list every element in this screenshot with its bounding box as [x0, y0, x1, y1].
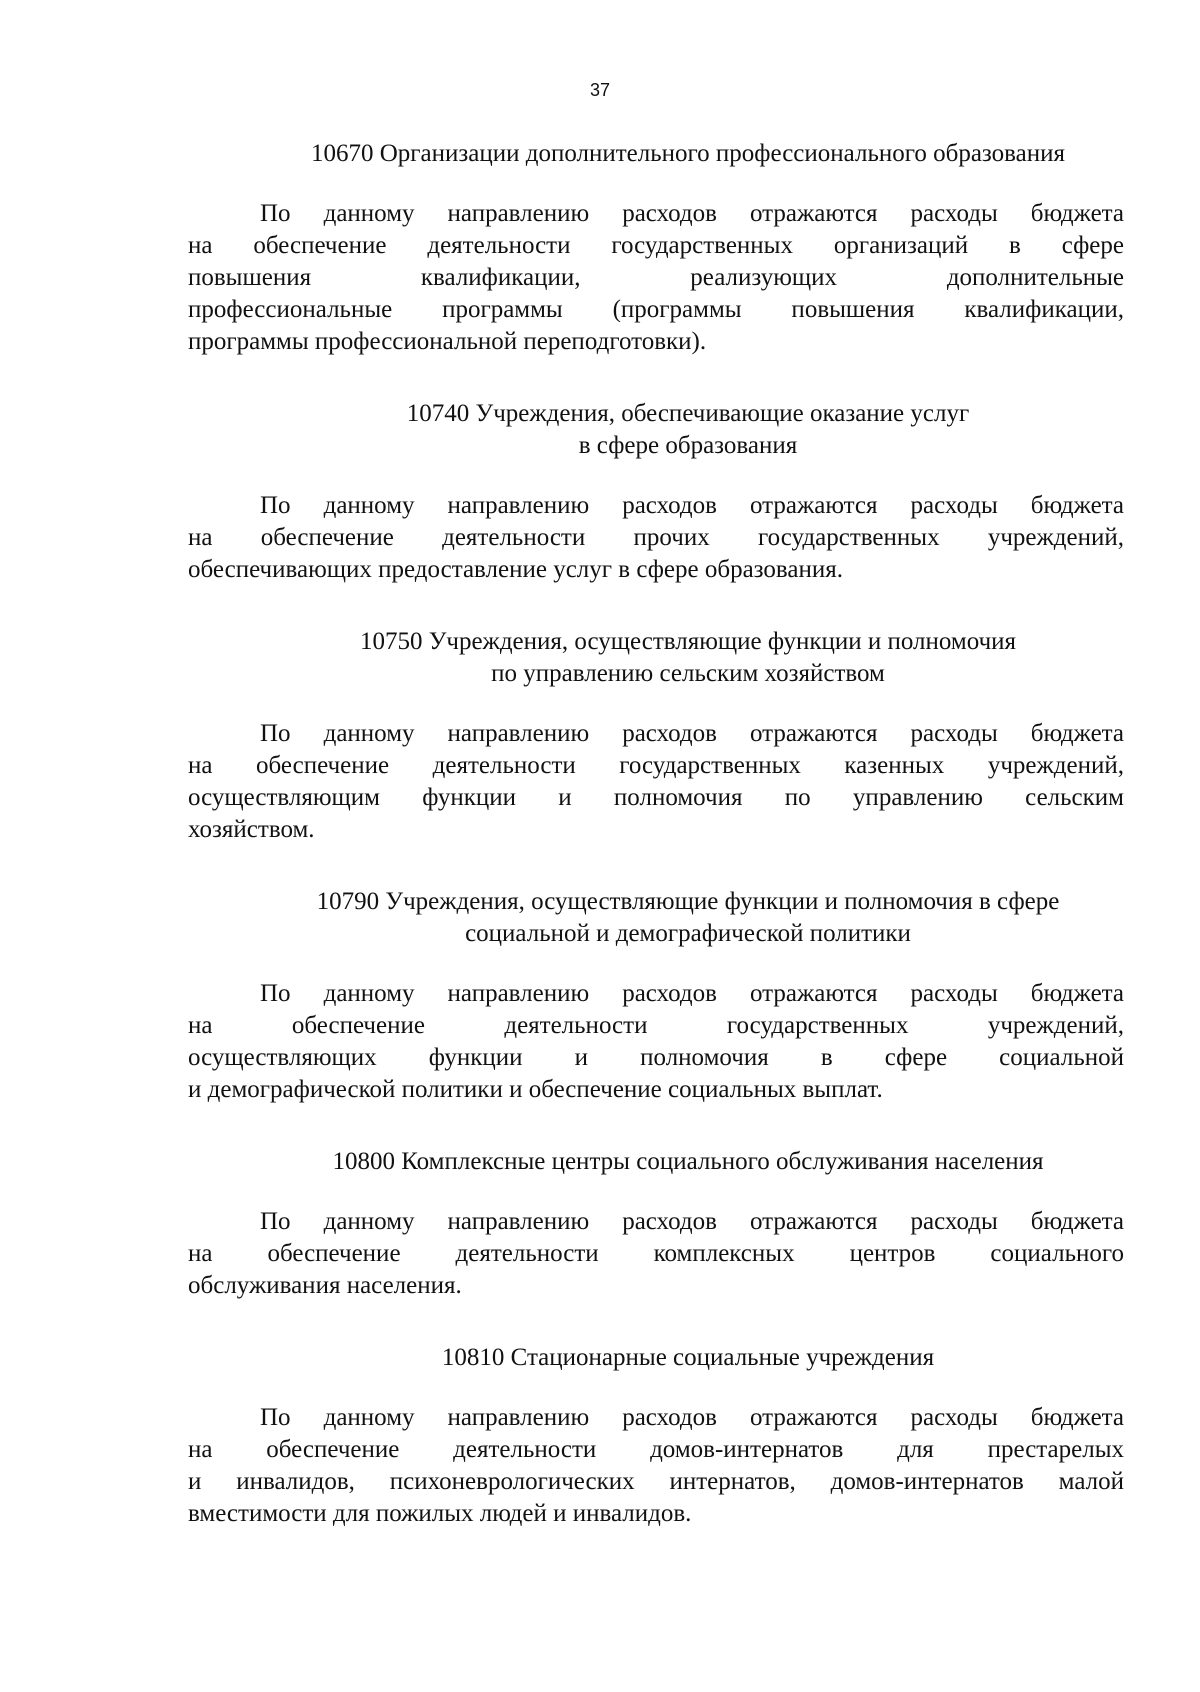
section-paragraph: [188, 718, 1124, 846]
document-body: [188, 138, 1124, 1570]
document-section: [188, 398, 1124, 586]
paragraph-line: По данному направлению расходов отражаются расходы бюджета: [260, 1208, 1124, 1235]
section-heading: [188, 626, 1124, 690]
section-heading: [188, 1146, 1124, 1178]
paragraph-line: на обеспечение деятельности комплексных центров социального: [188, 1240, 1124, 1267]
document-section: [188, 1146, 1124, 1302]
section-heading-line: 10750 Учреждения, осуществляющие функции и полномочия: [359, 628, 1017, 655]
paragraph-line: осуществляющим функции и полномочия по управлению сельским: [188, 784, 1124, 811]
document-section: [188, 1342, 1124, 1530]
paragraph-line: По данному направлению расходов отражаются расходы бюджета: [260, 492, 1124, 519]
section-heading: [188, 398, 1124, 462]
paragraph-line: и инвалидов, психоневрологических интернатов, домов-интернатов малой: [188, 1468, 1124, 1495]
paragraph-line: и демографической политики и обеспечение социальных выплат.: [188, 1076, 883, 1103]
paragraph-line: обслуживания населения.: [188, 1272, 462, 1299]
document-section: [188, 626, 1124, 846]
paragraph-line: на обеспечение деятельности прочих государственных учреждений,: [188, 524, 1124, 551]
section-heading: [188, 138, 1124, 170]
paragraph-line: программы профессиональной переподготовки).: [188, 328, 707, 355]
section-heading: [188, 1342, 1124, 1374]
document-section: [188, 886, 1124, 1106]
section-heading: [188, 886, 1124, 950]
page-number: 37: [589, 80, 611, 100]
section-heading-line: по управлению сельским хозяйством: [491, 660, 885, 687]
document-section: [188, 138, 1124, 358]
paragraph-line: на обеспечение деятельности государственных казенных учреждений,: [188, 752, 1124, 779]
section-heading-line: 10670 Организации дополнительного профессионального образования: [310, 140, 1065, 167]
paragraph-line: повышения квалификации, реализующих дополнительные: [188, 264, 1124, 291]
paragraph-line: на обеспечение деятельности государственных учреждений,: [188, 1012, 1124, 1039]
section-paragraph: [188, 1402, 1124, 1530]
section-heading-line: 10810 Стационарные социальные учреждения: [441, 1344, 935, 1371]
paragraph-line: По данному направлению расходов отражаются расходы бюджета: [260, 1404, 1124, 1431]
paragraph-line: на обеспечение деятельности государственных организаций в сфере: [188, 232, 1124, 259]
section-paragraph: [188, 978, 1124, 1106]
paragraph-line: По данному направлению расходов отражаются расходы бюджета: [260, 720, 1124, 747]
paragraph-line: хозяйством.: [188, 816, 315, 843]
section-heading-line: 10790 Учреждения, осуществляющие функции и полномочия в сфере: [316, 888, 1060, 915]
paragraph-line: По данному направлению расходов отражаются расходы бюджета: [260, 980, 1124, 1007]
paragraph-line: обеспечивающих предоставление услуг в сфере образования.: [188, 556, 843, 583]
paragraph-line: вместимости для пожилых людей и инвалидов.: [188, 1500, 692, 1527]
paragraph-line: профессиональные программы (программы повышения квалификации,: [188, 296, 1124, 323]
paragraph-line: осуществляющих функции и полномочия в сфере социальной: [188, 1044, 1124, 1071]
section-paragraph: [188, 198, 1124, 358]
section-heading-line: 10740 Учреждения, обеспечивающие оказание услуг: [406, 400, 970, 427]
section-paragraph: [188, 1206, 1124, 1302]
section-heading-line: в сфере образования: [578, 432, 798, 459]
section-heading-line: 10800 Комплексные центры социального обслуживания населения: [332, 1148, 1044, 1175]
paragraph-line: на обеспечение деятельности домов-интернатов для престарелых: [188, 1436, 1124, 1463]
paragraph-line: По данному направлению расходов отражаются расходы бюджета: [260, 200, 1124, 227]
section-heading-line: социальной и демографической политики: [465, 920, 911, 947]
section-paragraph: [188, 490, 1124, 586]
